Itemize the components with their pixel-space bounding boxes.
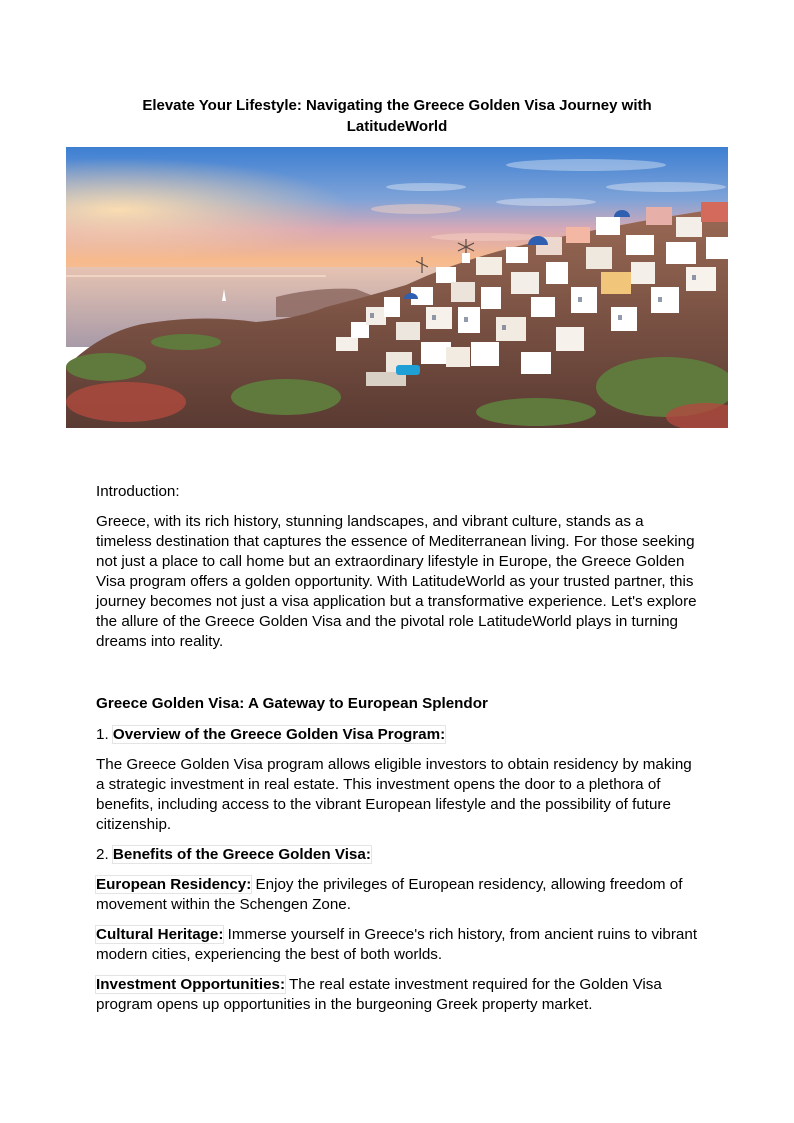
intro-paragraph: Greece, with its rich history, stunning landscapes, and vibrant culture, stands as a timeless destination that captures the essence of Mediterranean living. For those seeking not just a place to call home but an extraordinary lifestyle in Europe, the Greece Golden Visa program offers a golden opportunity. With LatitudeWorld as your trusted partner, this journey becomes not just a visa application but a transformative experience. Let's explore the allure of the Greece Golden Visa and the pivotal role LatitudeWorld plays in turning dreams into reality. (96, 513, 697, 650)
benefits-number: 2. (96, 846, 109, 863)
hero-image-santorini (66, 147, 728, 428)
benefit-item (96, 925, 700, 965)
section-heading: Greece Golden Visa: A Gateway to European Splendor (96, 695, 488, 712)
intro-label: Introduction: (96, 483, 180, 500)
benefit-label: Cultural Heritage: (96, 926, 224, 943)
benefit-label: European Residency: (96, 876, 252, 893)
benefit-text: Immerse yourself in Greece's rich history, from ancient ruins to vibrant modern cities, experiencing the best of both worlds. (96, 926, 698, 963)
benefits-title: Benefits of the Greece Golden Visa: (112, 846, 371, 863)
overview-text: The Greece Golden Visa program allows eligible investors to obtain residency by making a strategic investment in real estate. This investment opens the door to a plethora of benefits, including access to the vibrant European lifestyle and the possibility of future citizenship. (96, 756, 692, 833)
benefit-text: Enjoy the privileges of European residency, allowing freedom of movement within the Schengen Zone. (96, 876, 683, 913)
benefit-label: Investment Opportunities: (96, 976, 286, 993)
title-line-1: Elevate Your Lifestyle: Navigating the Greece Golden Visa Journey with (142, 97, 652, 114)
benefit-item (96, 875, 700, 915)
benefit-text: The real estate investment required for the Golden Visa program opens up opportunities in the burgeoning Greek property market. (96, 976, 662, 1013)
overview-title: Overview of the Greece Golden Visa Program: (112, 726, 446, 743)
overview-heading (96, 725, 700, 745)
benefits-heading (96, 845, 700, 865)
overview-number: 1. (96, 726, 109, 743)
article-body (96, 482, 700, 1025)
benefit-item (96, 975, 700, 1015)
pool (396, 365, 420, 375)
title-line-2: LatitudeWorld (346, 118, 448, 135)
page-title (110, 95, 684, 137)
